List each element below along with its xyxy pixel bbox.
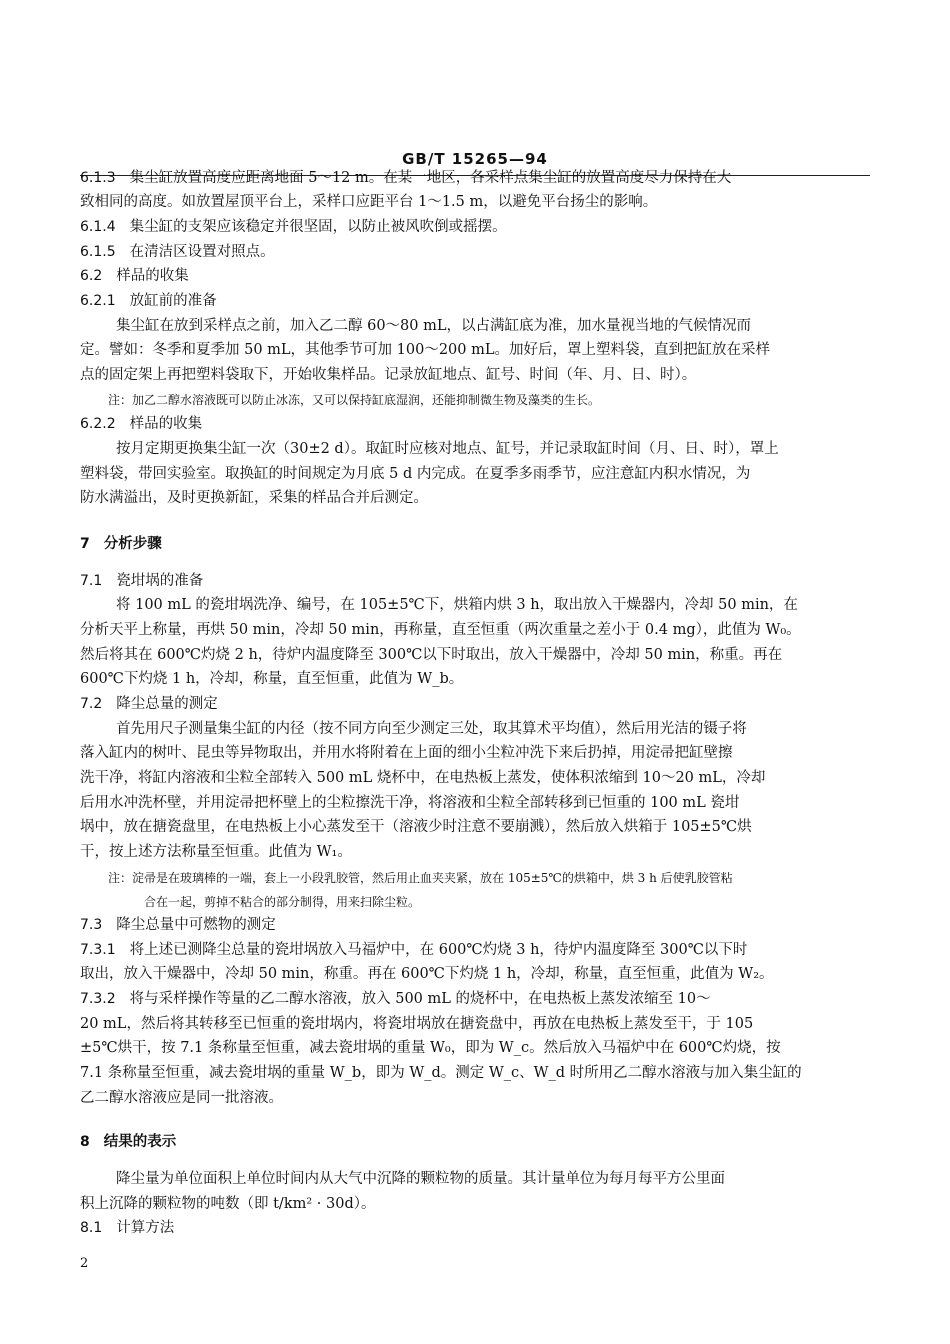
note-line: 注：加乙二醇水溶液既可以防止冰冻，又可以保持缸底湿润，还能抑制微生物及藻类的生长。 [108,393,601,407]
paragraph-line: 积上沉降的颗粒物的吨数（即 t/km² · 30d）。 [80,1196,376,1212]
paragraph-line: 降尘量为单位面积上单位时间内从大气中沉降的颗粒物的质量。其计量单位为每月每平方公里面 [116,1171,725,1187]
paragraph-line: 首先用尺子测量集尘缸的内径（按不同方向至少测定三处，取其算术平均值），然后用光洁的镊子将 [116,721,747,737]
line-cont: 致相同的高度。如放置屋顶平台上，采样口应距平台 1～1.5 m，以避免平台扬尘的影响。 [80,194,658,210]
heading-6-2-2: 6.2.2 样品的收集 [80,416,203,432]
paragraph-line: 然后将其在 600℃灼烧 2 h，待炉内温度降至 300℃以下时取出，放入干燥器中，冷却 50 min，称重。再在 [80,647,783,663]
paragraph-line: 防水满溢出，及时更换新缸，采集的样品合并后测定。 [80,490,428,506]
paragraph-line: 埚中，放在搪瓷盘里，在电热板上小心蒸发至干（溶液少时注意不要崩溅），然后放入烘箱于 105±5℃烘 [80,819,752,835]
note-line: 合在一起，剪掉不粘合的部分制得，用来扫除尘粒。 [144,895,421,909]
paragraph-line: 落入缸内的树叶、昆虫等异物取出，并用水将附着在上面的细小尘粒冲洗下来后扔掉，用淀帚把缸壁擦 [80,745,733,761]
paragraph-line: 按月定期更换集尘缸一次（30±2 d）。取缸时应核对地点、缸号，并记录取缸时间（月、日、时），罩上 [116,441,779,457]
paragraph-line: 分析天平上称量，再烘 50 min，冷却 50 min，再称量，直至恒重（两次重量之差小于 0.4 mg），此值为 W₀。 [80,622,801,638]
heading-8-1: 8.1 计算方法 [80,1220,175,1236]
line-6-1-4: 6.1.4 集尘缸的支架应该稳定并很坚固，以防止被风吹倒或摇摆。 [80,219,507,235]
heading-7: 7 分析步骤 [80,536,162,552]
line-6-1-5: 6.1.5 在清洁区设置对照点。 [80,244,275,260]
paragraph-line: 7.1 条称量至恒重，减去瓷坩埚的重量 W_b，即为 W_d。测定 W_c、W_d 时所用乙二醇水溶液与加入集尘缸的 [80,1065,802,1081]
paragraph-line: 点的固定架上再把塑料袋取下，开始收集样品。记录放缸地点、缸号、时间（年、月、日、时）。 [80,367,697,383]
paragraph-line: 干，按上述方法称量至恒重。此值为 W₁。 [80,844,352,860]
paragraph-7-3-2: 7.3.2 将与采样操作等量的乙二醇水溶液，放入 500 mL 的烧杯中，在电热板上蒸发浓缩至 10～ [80,991,711,1007]
paragraph-line: 后用水冲洗杯壁，并用淀帚把杯壁上的尘粒擦洗干净，将溶液和尘粒全部转移到已恒重的 100 mL 瓷坩 [80,795,740,811]
paragraph-line: 600℃下灼烧 1 h，冷却，称量，直至恒重，此值为 W_b。 [80,671,464,687]
heading-7-2: 7.2 降尘总量的测定 [80,696,218,712]
paragraph-line: 20 mL，然后将其转移至已恒重的瓷坩埚内，将瓷坩埚放在搪瓷盘中，再放在电热板上蒸发至干，于 105 [80,1016,754,1032]
standard-header: GB/T 15265—94 [402,150,548,168]
page-number: 2 [80,1256,89,1271]
paragraph-line: ±5℃烘干，按 7.1 条称量至恒重，减去瓷坩埚的重量 W₀，即为 W_c。然后放入马福炉中在 600℃灼烧，按 [80,1040,781,1056]
note-line: 注：淀帚是在玻璃棒的一端，套上一小段乳胶管，然后用止血夹夹紧，放在 105±5℃的烘箱中，烘 3 h 后使乳胶管粘 [108,871,733,885]
heading-7-3: 7.3 降尘总量中可燃物的测定 [80,917,276,933]
line-6-1-3: 6.1.3 集尘缸放置高度应距离地面 5～12 m。在某一地区，各采样点集尘缸的放置高度尽力保持在大 [80,170,732,186]
paragraph-line: 定。譬如：冬季和夏季加 50 mL，其他季节可加 100～200 mL。加好后，罩上塑料袋，直到把缸放在采样 [80,342,770,358]
paragraph-line: 乙二醇水溶液应是同一批溶液。 [80,1090,283,1106]
heading-6-2: 6.2 样品的收集 [80,268,189,284]
heading-7-1: 7.1 瓷坩埚的准备 [80,573,204,589]
paragraph-line: 将 100 mL 的瓷坩埚洗净、编号，在 105±5℃下，烘箱内烘 3 h，取出放入干燥器内，冷却 50 min，在 [116,597,798,613]
paragraph-7-3-1: 7.3.1 将上述已测降尘总量的瓷坩埚放入马福炉中，在 600℃灼烧 3 h，待炉内温度降至 300℃以下时 [80,942,748,958]
paragraph-line: 塑料袋，带回实验室。取换缸的时间规定为月底 5 d 内完成。在夏季多雨季节，应注意缸内积水情况，为 [80,466,751,482]
paragraph-line: 集尘缸在放到采样点之前，加入乙二醇 60～80 mL，以占满缸底为准，加水量视当地的气候情况而 [116,318,751,334]
heading-8: 8 结果的表示 [80,1134,177,1150]
paragraph-line: 取出，放入干燥器中，冷却 50 min，称重。再在 600℃下灼烧 1 h，冷却，称量，直至恒重，此值为 W₂。 [80,966,774,982]
paragraph-line: 洗干净，将缸内溶液和尘粒全部转入 500 mL 烧杯中，在电热板上蒸发，使体积浓缩到 10～20 mL，冷却 [80,770,766,786]
heading-6-2-1: 6.2.1 放缸前的准备 [80,293,217,309]
